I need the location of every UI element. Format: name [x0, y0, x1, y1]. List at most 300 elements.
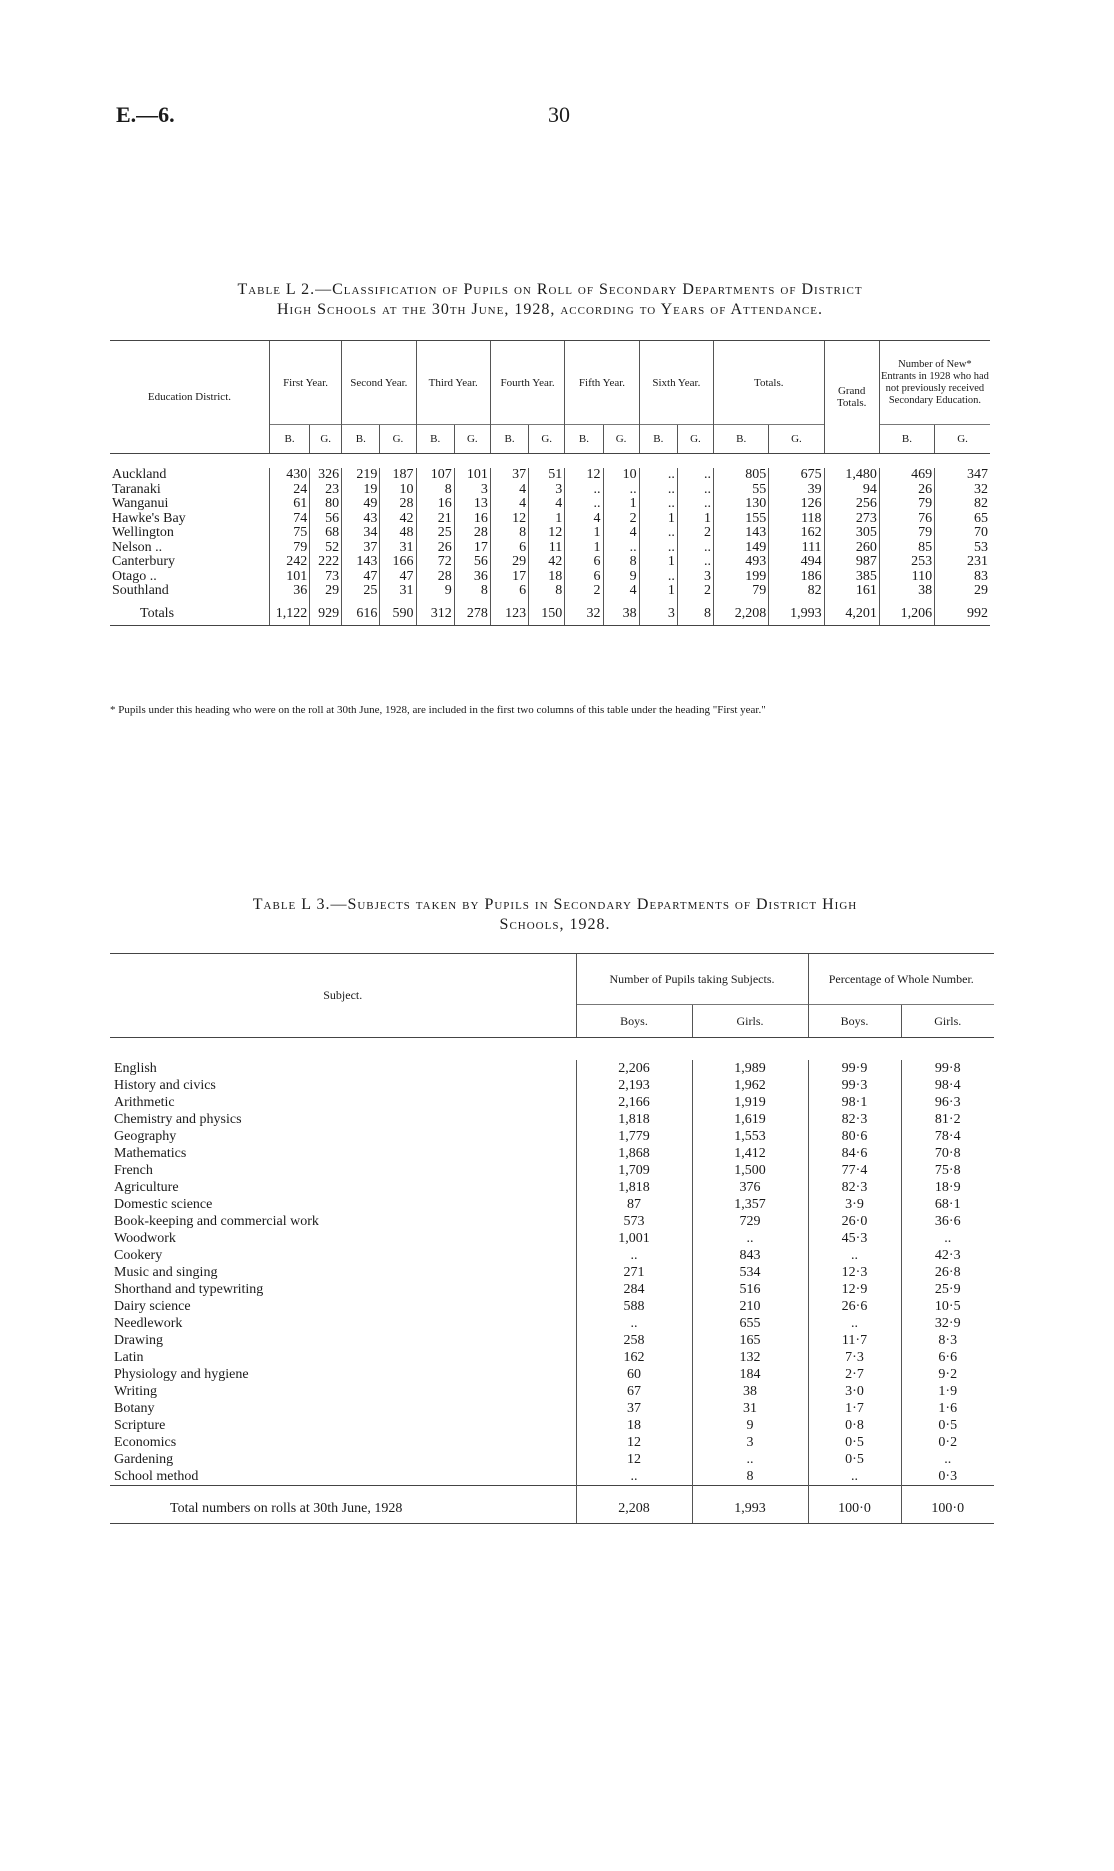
- cell-value: ..: [677, 483, 713, 498]
- header-b: B.: [342, 425, 380, 454]
- girls-percent: 10·5: [901, 1298, 994, 1315]
- girls-percent: 8·3: [901, 1332, 994, 1349]
- header-g: G.: [454, 425, 490, 454]
- header-second-year: Second Year.: [342, 341, 416, 425]
- table-l3-body: [110, 1038, 994, 1524]
- table-row: [110, 1434, 994, 1451]
- cell-value: 39: [769, 483, 824, 498]
- girls-percent: 81·2: [901, 1111, 994, 1128]
- cell-value: 253: [879, 555, 934, 570]
- cell-value: 199: [714, 570, 769, 585]
- cell-value: 17: [490, 570, 528, 585]
- boys-count: 18: [576, 1417, 692, 1434]
- cell-value: 38: [879, 584, 934, 599]
- cell-value: 260: [824, 541, 879, 556]
- cell-value: 111: [769, 541, 824, 556]
- cell-value: 231: [935, 555, 990, 570]
- cell-value: 56: [454, 555, 490, 570]
- boys-count: 1,779: [576, 1128, 692, 1145]
- boys-percent: ..: [808, 1468, 901, 1486]
- girls-count: 1,500: [692, 1162, 808, 1179]
- cell-value: 73: [310, 570, 342, 585]
- cell-value: 68: [310, 526, 342, 541]
- cell-value: 12: [529, 526, 565, 541]
- subject-name: Needlework: [114, 1316, 183, 1331]
- subject-name: Geography: [114, 1129, 177, 1144]
- header-g: G.: [380, 425, 416, 454]
- cell-value: 4: [603, 526, 639, 541]
- cell-value: 987: [824, 555, 879, 570]
- table-row: [110, 497, 990, 512]
- cell-value: 4: [529, 497, 565, 512]
- girls-count: 1,412: [692, 1145, 808, 1162]
- cell-value: 590: [380, 599, 416, 626]
- totals-row: [110, 1486, 994, 1524]
- boys-count: 60: [576, 1366, 692, 1383]
- cell-value: 18: [529, 570, 565, 585]
- subject-name: English: [114, 1061, 157, 1076]
- boys-count: 1,868: [576, 1145, 692, 1162]
- boys-percent: 100·0: [808, 1486, 901, 1524]
- boys-percent: 99·3: [808, 1077, 901, 1094]
- boys-count: 2,208: [576, 1486, 692, 1524]
- district-name: Taranaki: [112, 481, 161, 497]
- cell-value: 79: [879, 526, 934, 541]
- boys-percent: 7·3: [808, 1349, 901, 1366]
- boys-count: 1,709: [576, 1162, 692, 1179]
- cell-value: 9: [603, 570, 639, 585]
- cell-value: 8: [603, 555, 639, 570]
- header-percent-boys: Boys.: [808, 1005, 901, 1038]
- girls-count: 1,962: [692, 1077, 808, 1094]
- table-l3-title-line2: Schools, 1928.: [499, 916, 611, 933]
- girls-count: 843: [692, 1247, 808, 1264]
- district-name: Wellington: [112, 525, 174, 540]
- girls-percent: 96·3: [901, 1094, 994, 1111]
- cell-value: 1: [603, 497, 639, 512]
- cell-value: 32: [935, 483, 990, 498]
- cell-value: 31: [380, 584, 416, 599]
- girls-percent: 18·9: [901, 1179, 994, 1196]
- header-percentage: Percentage of Whole Number.: [808, 954, 994, 1005]
- girls-percent: 1·9: [901, 1383, 994, 1400]
- cell-value: ..: [565, 483, 603, 498]
- cell-value: ..: [603, 541, 639, 556]
- girls-percent: 42·3: [901, 1247, 994, 1264]
- table-l3: [110, 953, 994, 1524]
- girls-percent: 100·0: [901, 1486, 994, 1524]
- boys-percent: 26·0: [808, 1213, 901, 1230]
- cell-value: 278: [454, 599, 490, 626]
- cell-value: 186: [769, 570, 824, 585]
- cell-value: 76: [879, 512, 934, 527]
- cell-value: 11: [529, 541, 565, 556]
- cell-value: 616: [342, 599, 380, 626]
- header-subject: Subject.: [110, 954, 576, 1038]
- cell-value: 12: [490, 512, 528, 527]
- girls-percent: 70·8: [901, 1145, 994, 1162]
- cell-value: 1: [639, 584, 677, 599]
- cell-value: ..: [639, 497, 677, 512]
- cell-value: 1: [565, 541, 603, 556]
- girls-count: 1,619: [692, 1111, 808, 1128]
- cell-value: 9: [416, 584, 454, 599]
- subject-name: Drawing: [114, 1333, 163, 1348]
- header-grand-totals: Grand Totals.: [824, 341, 879, 454]
- cell-value: ..: [677, 468, 713, 483]
- girls-percent: 98·4: [901, 1077, 994, 1094]
- subject-name: Dairy science: [114, 1299, 191, 1314]
- cell-value: 2: [677, 526, 713, 541]
- header-sixth-year: Sixth Year.: [639, 341, 713, 425]
- cell-value: 6: [565, 570, 603, 585]
- cell-value: 8: [454, 584, 490, 599]
- table-row: [110, 526, 990, 541]
- boys-percent: 98·1: [808, 1094, 901, 1111]
- table-l2-body: [110, 454, 990, 626]
- boys-count: 271: [576, 1264, 692, 1281]
- girls-percent: 36·6: [901, 1213, 994, 1230]
- cell-value: 83: [935, 570, 990, 585]
- header-third-year: Third Year.: [416, 341, 490, 425]
- cell-value: 130: [714, 497, 769, 512]
- girls-count: ..: [692, 1451, 808, 1468]
- cell-value: 72: [416, 555, 454, 570]
- boys-percent: 12·9: [808, 1281, 901, 1298]
- table-row: [110, 570, 990, 585]
- cell-value: 36: [454, 570, 490, 585]
- cell-value: 79: [879, 497, 934, 512]
- boys-count: 2,193: [576, 1077, 692, 1094]
- cell-value: 143: [342, 555, 380, 570]
- district-name: Otago ..: [112, 568, 157, 584]
- totals-row: [110, 599, 990, 626]
- cell-value: 79: [714, 584, 769, 599]
- girls-percent: 6·6: [901, 1349, 994, 1366]
- table-row: [110, 1349, 994, 1366]
- header-education-district: Education District.: [110, 341, 269, 454]
- cell-value: 29: [490, 555, 528, 570]
- cell-value: 155: [714, 512, 769, 527]
- table-l2-title-line1: Table L 2.—Classification of Pupils on Roll of Secondary Departments of District: [237, 281, 863, 298]
- girls-count: 729: [692, 1213, 808, 1230]
- district-name: Nelson ..: [112, 539, 163, 555]
- girls-count: 38: [692, 1383, 808, 1400]
- cell-value: 8: [529, 584, 565, 599]
- girls-count: 1,919: [692, 1094, 808, 1111]
- boys-count: 87: [576, 1196, 692, 1213]
- header-b: B.: [269, 425, 309, 454]
- subject-name: Music and singing: [114, 1265, 218, 1280]
- girls-percent: 75·8: [901, 1162, 994, 1179]
- cell-value: 8: [490, 526, 528, 541]
- boys-percent: ..: [808, 1247, 901, 1264]
- table-row: [110, 1366, 994, 1383]
- cell-value: 28: [416, 570, 454, 585]
- girls-count: 1,989: [692, 1060, 808, 1077]
- cell-value: 493: [714, 555, 769, 570]
- table-row: [110, 1264, 994, 1281]
- table-row: [110, 1196, 994, 1213]
- cell-value: 51: [529, 468, 565, 483]
- subject-name: Latin: [114, 1350, 144, 1365]
- cell-value: 4: [603, 584, 639, 599]
- table-row: [110, 1111, 994, 1128]
- cell-value: 4,201: [824, 599, 879, 626]
- cell-value: 8: [416, 483, 454, 498]
- cell-value: 38: [603, 599, 639, 626]
- cell-value: 107: [416, 468, 454, 483]
- girls-count: 165: [692, 1332, 808, 1349]
- cell-value: 47: [380, 570, 416, 585]
- cell-value: 61: [269, 497, 309, 512]
- cell-value: 16: [454, 512, 490, 527]
- table-row: [110, 483, 990, 498]
- subject-name: Mathematics: [114, 1146, 187, 1161]
- table-row: [110, 1451, 994, 1468]
- table-l2: [110, 340, 990, 626]
- cell-value: 992: [935, 599, 990, 626]
- subject-name: History and civics: [114, 1078, 216, 1093]
- girls-percent: 68·1: [901, 1196, 994, 1213]
- girls-count: 376: [692, 1179, 808, 1196]
- girls-percent: 32·9: [901, 1315, 994, 1332]
- cell-value: 326: [310, 468, 342, 483]
- cell-value: 2,208: [714, 599, 769, 626]
- page-number: 30: [548, 102, 570, 127]
- table-l2-title-line2: High Schools at the 30th June, 1928, according to Years of Attendance.: [277, 301, 823, 318]
- cell-value: 26: [416, 541, 454, 556]
- cell-value: 28: [454, 526, 490, 541]
- cell-value: 166: [380, 555, 416, 570]
- cell-value: 3: [677, 570, 713, 585]
- table-row: [110, 1230, 994, 1247]
- header-number-of-pupils: Number of Pupils taking Subjects.: [576, 954, 808, 1005]
- cell-value: 1: [529, 512, 565, 527]
- boys-percent: ..: [808, 1315, 901, 1332]
- header-b: B.: [639, 425, 677, 454]
- district-name: Hawke's Bay: [112, 510, 186, 526]
- header-percent-girls: Girls.: [901, 1005, 994, 1038]
- cell-value: ..: [603, 483, 639, 498]
- boys-percent: 0·5: [808, 1434, 901, 1451]
- cell-value: 187: [380, 468, 416, 483]
- cell-value: 25: [416, 526, 454, 541]
- cell-value: 49: [342, 497, 380, 512]
- table-l2-footnote: * Pupils under this heading who were on the roll at 30th June, 1928, are included in the first two columns of this table under the heading "First year.": [110, 704, 766, 716]
- table-row: [110, 1060, 994, 1077]
- table-row: [110, 1179, 994, 1196]
- boys-percent: 99·9: [808, 1060, 901, 1077]
- cell-value: 10: [603, 468, 639, 483]
- girls-percent: 0·5: [901, 1417, 994, 1434]
- header-b: B.: [879, 425, 934, 454]
- cell-value: 1,480: [824, 468, 879, 483]
- table-l3-title: [110, 895, 1000, 935]
- header-girls: Girls.: [692, 1005, 808, 1038]
- girls-percent: 78·4: [901, 1128, 994, 1145]
- cell-value: 29: [310, 584, 342, 599]
- subject-name: Writing: [114, 1384, 157, 1399]
- subject-name: Physiology and hygiene: [114, 1367, 249, 1382]
- cell-value: ..: [639, 541, 677, 556]
- table-row: [110, 1468, 994, 1486]
- cell-value: 6: [490, 541, 528, 556]
- girls-count: 3: [692, 1434, 808, 1451]
- cell-value: 82: [769, 584, 824, 599]
- girls-count: 1,357: [692, 1196, 808, 1213]
- table-row: [110, 555, 990, 570]
- cell-value: 17: [454, 541, 490, 556]
- cell-value: 3: [454, 483, 490, 498]
- subject-name: Gardening: [114, 1452, 174, 1467]
- table-row: [110, 1417, 994, 1434]
- cell-value: 150: [529, 599, 565, 626]
- cell-value: 32: [565, 599, 603, 626]
- cell-value: 8: [677, 599, 713, 626]
- cell-value: 4: [490, 497, 528, 512]
- cell-value: 36: [269, 584, 309, 599]
- cell-value: ..: [639, 468, 677, 483]
- cell-value: 149: [714, 541, 769, 556]
- table-row: [110, 1162, 994, 1179]
- header-g: G.: [677, 425, 713, 454]
- cell-value: 19: [342, 483, 380, 498]
- cell-value: 56: [310, 512, 342, 527]
- cell-value: 4: [490, 483, 528, 498]
- boys-count: 1,818: [576, 1179, 692, 1196]
- boys-count: 1,818: [576, 1111, 692, 1128]
- table-row: [110, 1094, 994, 1111]
- boys-percent: 80·6: [808, 1128, 901, 1145]
- cell-value: ..: [677, 497, 713, 512]
- subject-name: Domestic science: [114, 1197, 213, 1212]
- girls-count: 1,553: [692, 1128, 808, 1145]
- girls-count: 8: [692, 1468, 808, 1486]
- boys-percent: 2·7: [808, 1366, 901, 1383]
- district-name: Auckland: [112, 467, 167, 482]
- cell-value: 28: [380, 497, 416, 512]
- cell-value: 42: [529, 555, 565, 570]
- boys-percent: 45·3: [808, 1230, 901, 1247]
- subject-name: French: [114, 1163, 153, 1178]
- subject-name: School method: [114, 1469, 199, 1484]
- header-g: G.: [603, 425, 639, 454]
- table-row: [110, 468, 990, 483]
- subject-name: Book-keeping and commercial work: [114, 1214, 319, 1229]
- cell-value: 24: [269, 483, 309, 498]
- cell-value: ..: [565, 497, 603, 512]
- cell-value: 3: [529, 483, 565, 498]
- girls-percent: ..: [901, 1230, 994, 1247]
- cell-value: 55: [714, 483, 769, 498]
- cell-value: 101: [454, 468, 490, 483]
- girls-percent: 99·8: [901, 1060, 994, 1077]
- table-row: [110, 1077, 994, 1094]
- boys-count: 2,166: [576, 1094, 692, 1111]
- boys-count: 588: [576, 1298, 692, 1315]
- header-g: G.: [935, 425, 990, 454]
- girls-count: 534: [692, 1264, 808, 1281]
- document-code: E.—6.: [116, 102, 175, 127]
- cell-value: 10: [380, 483, 416, 498]
- boys-count: ..: [576, 1468, 692, 1486]
- cell-value: 80: [310, 497, 342, 512]
- subject-name: Chemistry and physics: [114, 1112, 242, 1127]
- cell-value: 23: [310, 483, 342, 498]
- cell-value: 47: [342, 570, 380, 585]
- cell-value: ..: [677, 541, 713, 556]
- header-g: G.: [310, 425, 342, 454]
- cell-value: ..: [677, 555, 713, 570]
- girls-percent: 9·2: [901, 1366, 994, 1383]
- cell-value: 2: [603, 512, 639, 527]
- cell-value: 1,122: [269, 599, 309, 626]
- boys-percent: 0·5: [808, 1451, 901, 1468]
- subject-name: Economics: [114, 1435, 177, 1450]
- cell-value: 256: [824, 497, 879, 512]
- boys-percent: 3·0: [808, 1383, 901, 1400]
- girls-count: 184: [692, 1366, 808, 1383]
- girls-count: 1,993: [692, 1486, 808, 1524]
- cell-value: 31: [380, 541, 416, 556]
- cell-value: 219: [342, 468, 380, 483]
- header-fifth-year: Fifth Year.: [565, 341, 639, 425]
- cell-value: 37: [342, 541, 380, 556]
- table-row: [110, 512, 990, 527]
- girls-percent: ..: [901, 1451, 994, 1468]
- subject-name: Shorthand and typewriting: [114, 1282, 264, 1297]
- cell-value: 25: [342, 584, 380, 599]
- cell-value: 1,206: [879, 599, 934, 626]
- boys-count: 258: [576, 1332, 692, 1349]
- table-row: [110, 1247, 994, 1264]
- cell-value: 37: [490, 468, 528, 483]
- cell-value: 1: [565, 526, 603, 541]
- girls-count: 210: [692, 1298, 808, 1315]
- cell-value: 469: [879, 468, 934, 483]
- boys-percent: 26·6: [808, 1298, 901, 1315]
- table-l3-title-line1: Table L 3.—Subjects taken by Pupils in Secondary Departments of District High: [252, 896, 858, 913]
- girls-count: 132: [692, 1349, 808, 1366]
- cell-value: 494: [769, 555, 824, 570]
- cell-value: 347: [935, 468, 990, 483]
- cell-value: ..: [639, 526, 677, 541]
- cell-value: 29: [935, 584, 990, 599]
- cell-value: 805: [714, 468, 769, 483]
- boys-count: 284: [576, 1281, 692, 1298]
- boys-count: 67: [576, 1383, 692, 1400]
- header-b: B.: [490, 425, 528, 454]
- header-b: B.: [714, 425, 769, 454]
- table-row: [110, 1281, 994, 1298]
- cell-value: ..: [639, 483, 677, 498]
- cell-value: 21: [416, 512, 454, 527]
- boys-percent: 11·7: [808, 1332, 901, 1349]
- cell-value: 162: [769, 526, 824, 541]
- boys-count: ..: [576, 1315, 692, 1332]
- cell-value: 312: [416, 599, 454, 626]
- boys-count: 37: [576, 1400, 692, 1417]
- cell-value: 79: [269, 541, 309, 556]
- boys-percent: 0·8: [808, 1417, 901, 1434]
- cell-value: 43: [342, 512, 380, 527]
- cell-value: 929: [310, 599, 342, 626]
- boys-percent: 12·3: [808, 1264, 901, 1281]
- cell-value: 70: [935, 526, 990, 541]
- cell-value: 2: [565, 584, 603, 599]
- cell-value: 242: [269, 555, 309, 570]
